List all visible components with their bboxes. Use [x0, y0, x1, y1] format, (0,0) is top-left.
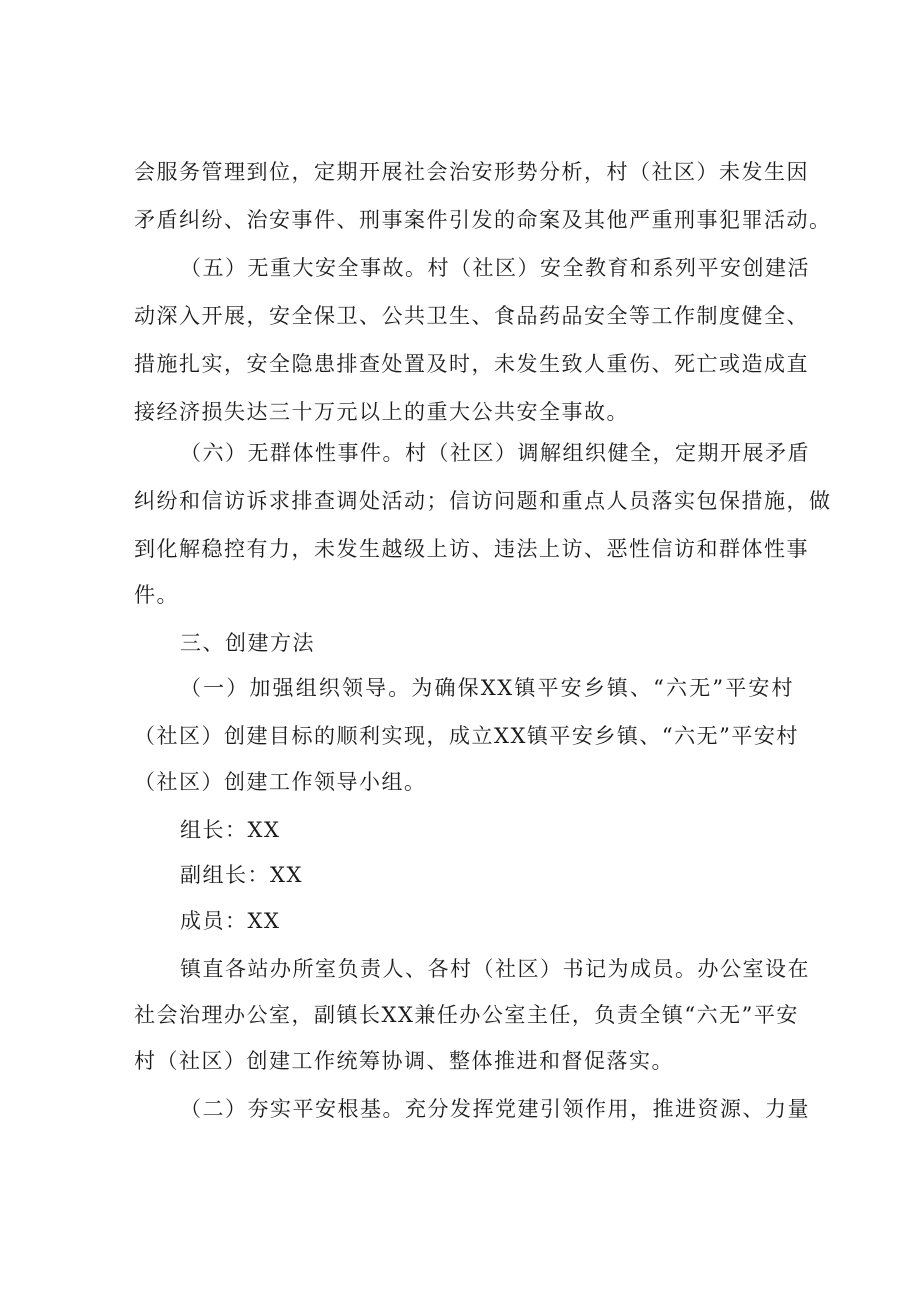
text-line-deputy-leader: 副组长：XX	[180, 863, 303, 887]
text-line-members: 成员：XX	[180, 909, 281, 933]
text-line-19: 社会治理办公室，副镇长XX兼任办公室主任，负责全镇“六无”平安	[134, 1003, 799, 1027]
section-heading-methods: 三、创建方法	[180, 631, 315, 655]
text-line-3: （五）无重大安全事故。村（社区）安全教育和系列平安创建活	[180, 256, 810, 280]
text-line-2: 矛盾纠纷、治安事件、刑事案件引发的命案及其他严重刑事犯罪活动。	[134, 208, 832, 232]
text-line-7: （六）无群体性事件。村（社区）调解组织健全，定期开展矛盾	[180, 441, 810, 465]
text-line-6: 接经济损失达三十万元以上的重大公共安全事故。	[134, 400, 629, 424]
text-line-1: 会服务管理到位，定期开展社会治安形势分析，村（社区）未发生因	[134, 160, 809, 184]
text-line-leader: 组长：XX	[180, 818, 281, 842]
text-line-5: 措施扎实，安全隐患排查处置及时，未发生致人重伤、死亡或造成直	[134, 352, 809, 376]
text-line-14: （社区）创建工作领导小组。	[134, 770, 427, 794]
text-line-4: 动深入开展，安全保卫、公共卫生、食品药品安全等工作制度健全、	[134, 304, 809, 328]
text-line-18: 镇直各站办所室负责人、各村（社区）书记为成员。办公室设在	[180, 957, 810, 981]
text-line-13: （社区）创建目标的顺利实现，成立XX镇平安乡镇、“六无”平安村	[134, 724, 799, 748]
text-line-8: 纠纷和信访诉求排查调处活动；信访问题和重点人员落实包保措施，做	[134, 489, 832, 513]
text-line-9: 到化解稳控有力，未发生越级上访、违法上访、恶性信访和群体性事	[134, 537, 809, 561]
text-line-10: 件。	[134, 583, 179, 607]
text-line-20: 村（社区）创建工作统筹协调、整体推进和督促落实。	[134, 1049, 674, 1073]
text-line-21: （二）夯实平安根基。充分发挥党建引领作用，推进资源、力量	[180, 1097, 810, 1121]
text-line-12: （一）加强组织领导。为确保XX镇平安乡镇、“六无”平安村	[180, 676, 794, 700]
